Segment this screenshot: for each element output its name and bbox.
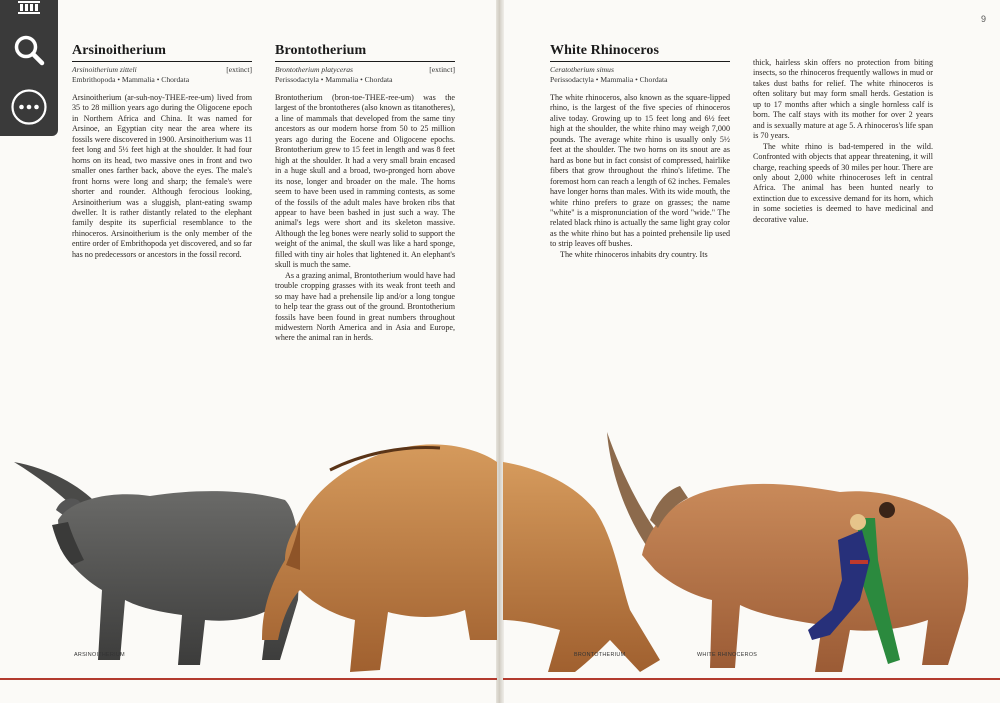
extinct-status: [extinct] — [226, 65, 252, 74]
search-icon[interactable] — [0, 28, 58, 72]
extinct-status: [extinct] — [429, 65, 455, 74]
paragraph: Arsinoitherium (ar-suh-noy-THEE-ree-um) lived from 35 to 28 million years ago during the Oligocene epoch in Northern Africa and China. It was named for Arsinoe, an Egyptian city near the area where its fossils were discovered in 1900. Arsinoitherium was 11 feet long and 5½ feet high at the shoulder. It had four horns on its head, two massive ones in front and two smaller ones farther back, above the eyes. The male's front horns were long and sharp; the female's were shorter and rounder. Although ferocious looking, Arsinoitherium was a sluggish, plant-eating swamp dweller. It is rather distantly related to the elephant family despite its superficial resemblance to the rhinoceros. Arsinoitherium is the only member of the entire order of Embrithopoda yet discovered, and so far has no predecessors or ancestors in the fossil record. — [72, 93, 252, 259]
caption-white-rhinoceros: WHITE RHINOCEROS — [697, 652, 758, 658]
caption-brontotherium: BRONTOTHERIUM — [574, 652, 626, 658]
arsinoitherium-figure — [14, 462, 299, 665]
taxonomy: Perissodactyla • Mammalia • Chordata — [275, 75, 393, 84]
paragraph: The white rhino is bad-tempered in the wild. Confronted with objects that appear threatening, it will charge, reaching speeds of 30 miles per hour. There are only about 2,000 white rhinoceroses left in central Africa. The animal has been hunted nearly to extinction due to excessive demand for its horn, which in some societies is deemed to have medicinal and decorative value. — [753, 141, 933, 224]
taxonomy: Embrithopoda • Mammalia • Chordata — [72, 75, 190, 84]
page-number-right: 9 — [980, 14, 986, 24]
brontotherium-figure-right — [503, 462, 660, 672]
scientific-name: Arsinoitherium zitteli — [72, 65, 137, 74]
taxonomy: Perissodactyla • Mammalia • Chordata — [550, 75, 668, 84]
entry-title: Arsinoitherium — [72, 43, 252, 62]
scientific-name: Brontotherium platyceras — [275, 65, 353, 74]
paragraph: As a grazing animal, Brontotherium would have had trouble cropping grasses with its weak front teeth and so may have had a prehensile lip and/or a long tongue to help tear the grass out of the ground. Brontotherium fossils have been found in great numbers throughout midwestern North America and in Asia and Europe, where the animal ran in herds. — [275, 270, 455, 343]
brontotherium-figure-left — [262, 444, 497, 672]
reader-toolbar — [0, 0, 58, 136]
more-options-icon[interactable] — [0, 84, 58, 130]
paragraph: The white rhinoceros inhabits dry country. Its — [560, 249, 708, 259]
caption-arsinoitherium: ARSINOITHERIUM — [74, 652, 125, 658]
grid-menu-icon[interactable] — [0, 0, 58, 16]
paragraph: Brontotherium (bron-toe-THEE-ree-um) was the largest of the brontotheres (also known as titanotheres), a line of mammals that developed from the same tiny ancestors as our modern horse from 50 to 25 million years ago during the Eocene and Oligocene epochs. Brontotherium grew to 15 feet in length and was 8 feet high at the shoulder. It had a very small brain encased in a huge skull and a broad, two-pronged horn above its nose, longer and broader on the male. The horns seem to have been used in ramming contests, as some of the fossils of the adult males have broken ribs that appear to have been bashed in just such a way. The animal's legs were short and its skeleton massive. Although the leg bones were nearly solid to support the weight of the animal, the skull was like a hard sponge, filled with tiny air holes that lightened it. An elephant's skull is much the same. — [275, 93, 455, 270]
paragraph: thick, hairless skin offers no protection from biting insects, so the rhinoceros frequently wallows in mud or takes dust baths for relief. The white rhinoceros is often solitary but may form small herds. Gestation is up to 17 months after which a single hornless calf is born. The calf stays with its mother for over 2 years and is sexually mature at age 5. A rhinoceros's life span is 70 years. — [753, 58, 933, 141]
entry-title: Brontotherium — [275, 43, 455, 62]
scientific-name: Ceratotherium simus — [550, 65, 614, 74]
paragraph: The white rhinoceros, also known as the square-lipped rhino, is the largest of the five species of rhinoceros alive today. Growing up to 15 feet long and 6½ feet high at the shoulder, the white rhino may weigh 7,000 pounds. The average white rhino is usually only 5½ feet at the shoulder. The two horns on its snout are as hard as bone but in fact consist of compressed, hairlike fibers that grow throughout the rhino's lifetime. The foremost horn can reach a length of 62 inches. Females have longer horns than males. With its wide mouth, the white rhino prefers to graze on grasses; the name "white" is a mispronunciation of the word "wide." The related black rhino is actually the same light gray color as the white rhino but has a pointed prehensile lip used to strip leaves off bushes. — [550, 93, 730, 249]
white-rhinoceros-figure — [607, 432, 968, 672]
entry-title: White Rhinoceros — [550, 43, 730, 62]
